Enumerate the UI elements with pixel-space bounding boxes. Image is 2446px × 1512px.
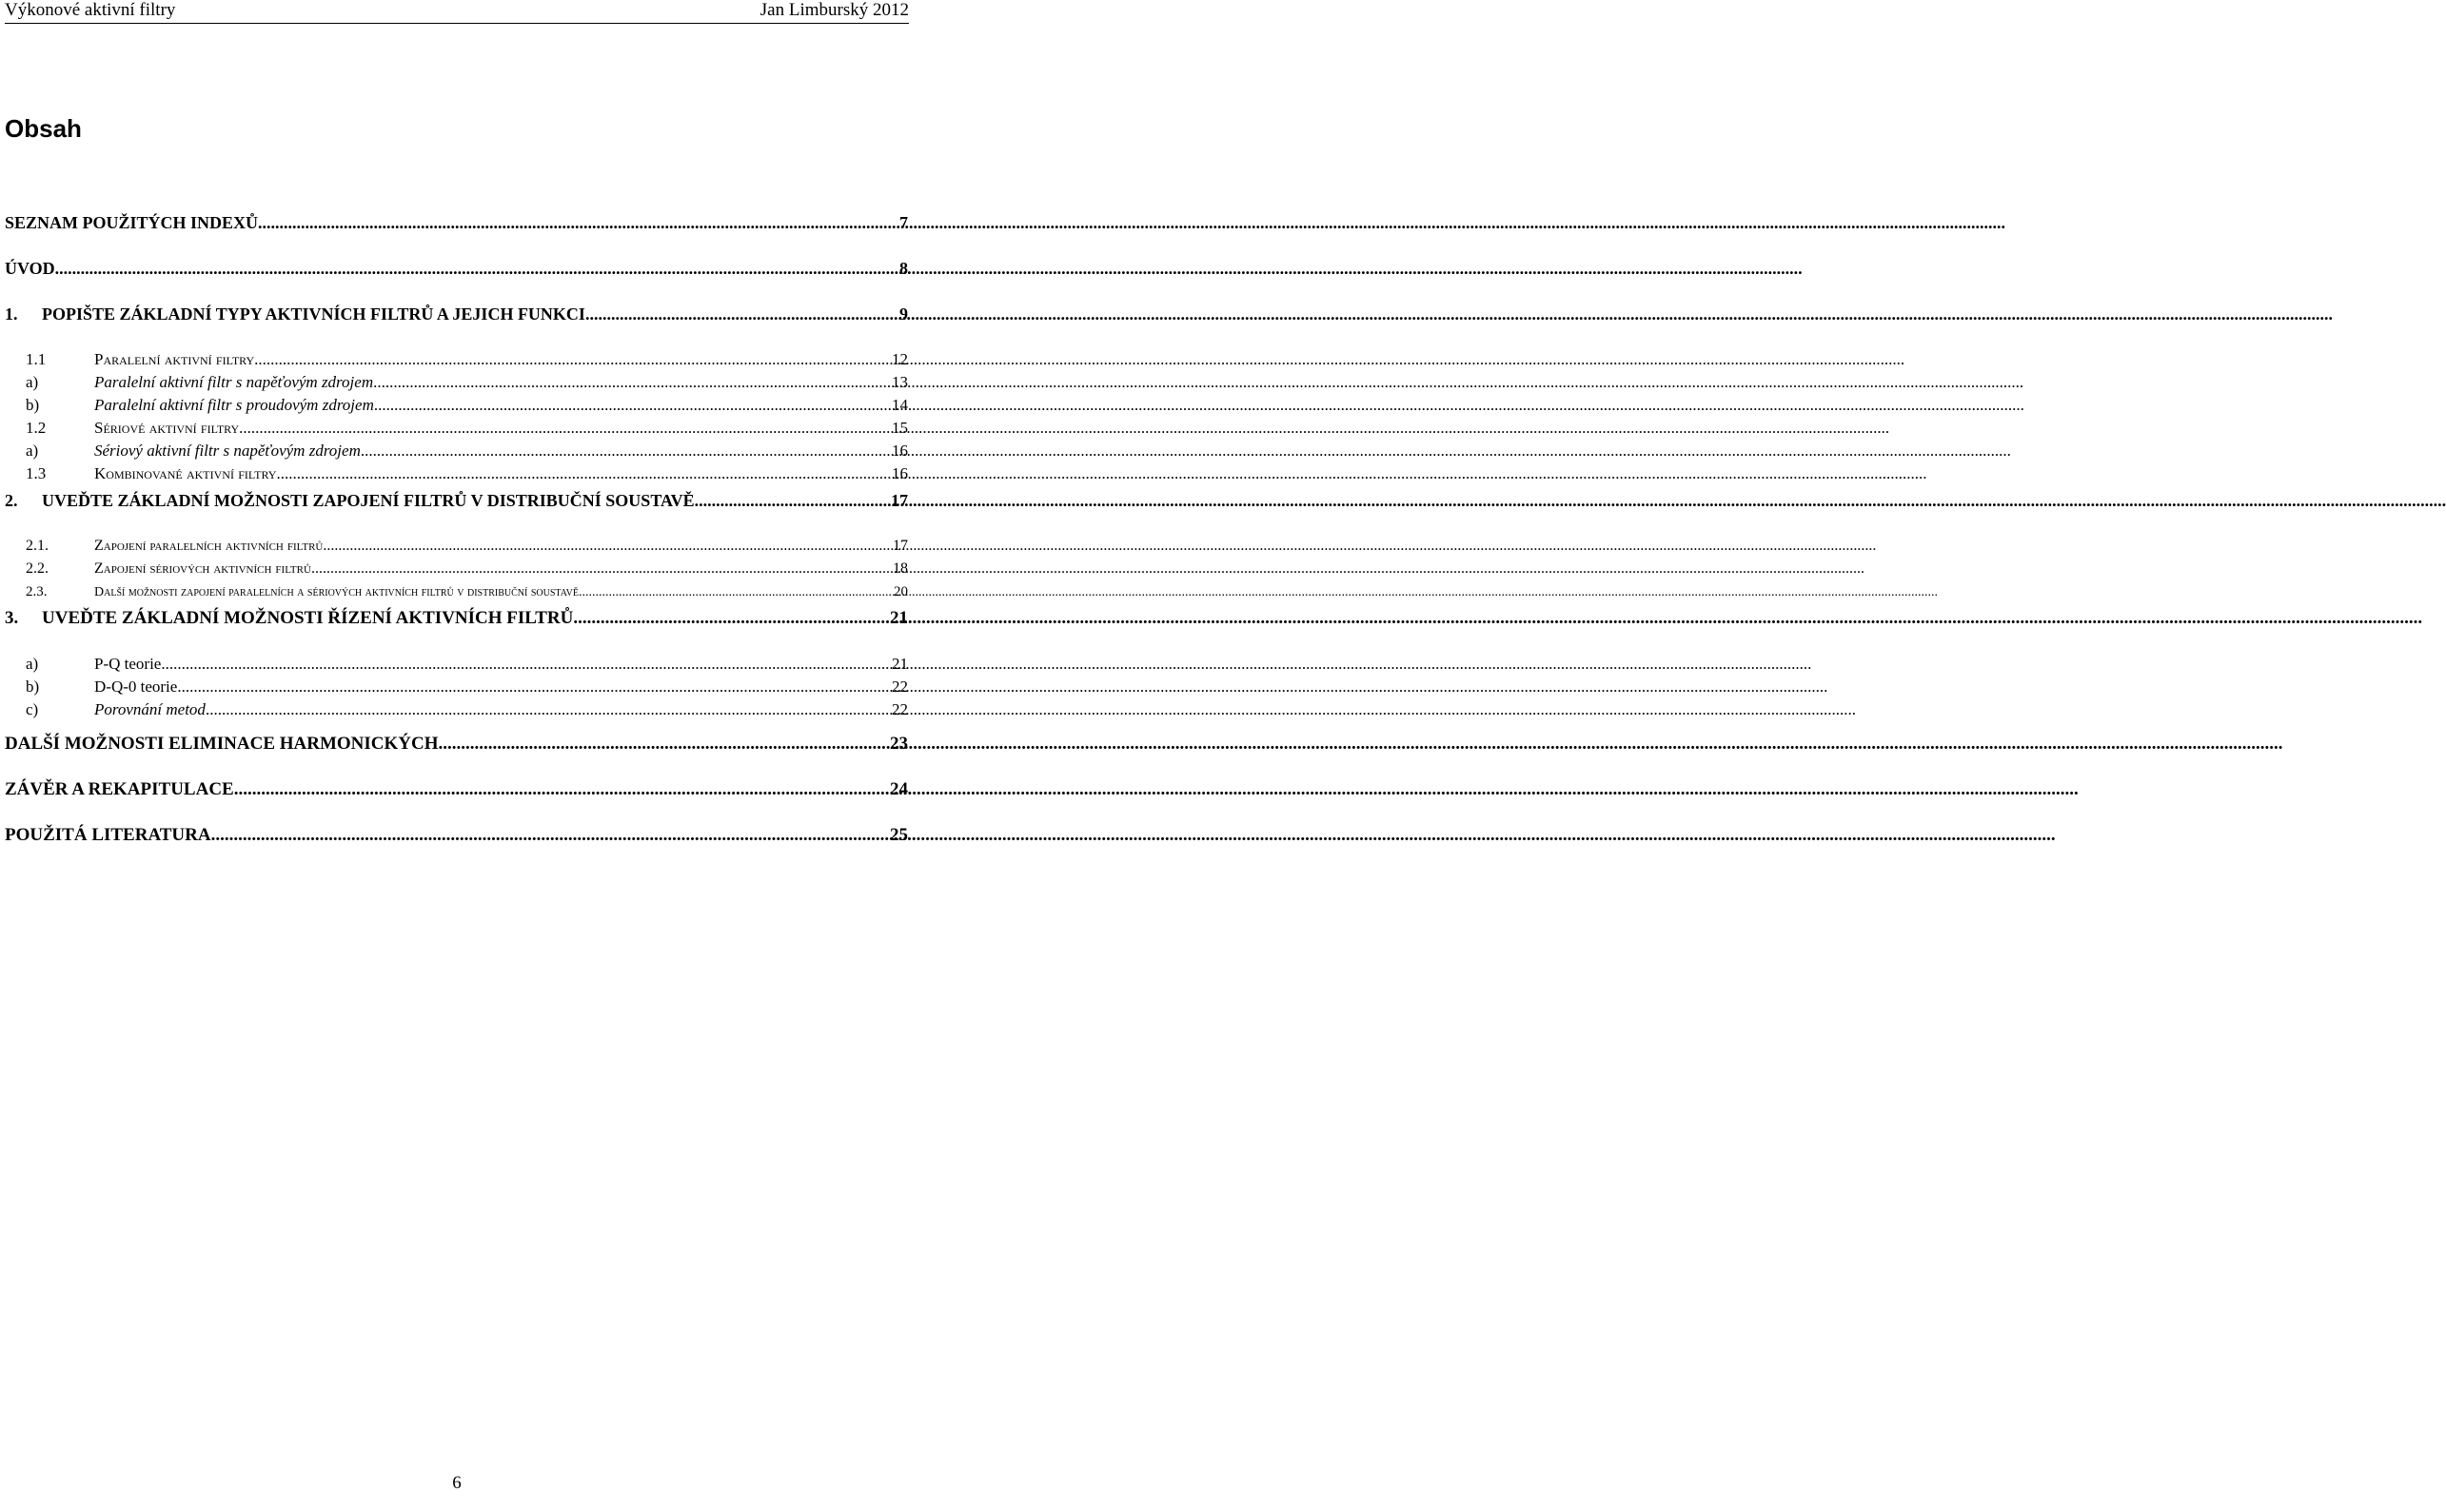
toc-entry-page: 25 <box>890 825 908 845</box>
page-title: Obsah <box>5 114 82 143</box>
toc-entry[interactable] <box>5 394 908 417</box>
toc-entry-text: Sériový aktivní filtr s napěťovým zdrojem <box>94 442 361 460</box>
toc-leader-dots <box>361 440 892 462</box>
toc-entry-number: 1.3 <box>26 464 47 482</box>
toc-leader-dots <box>439 733 890 756</box>
toc-entry[interactable] <box>5 607 908 630</box>
toc-entry[interactable] <box>5 303 908 325</box>
toc-leader-dots <box>206 698 892 721</box>
toc-entry-page: 16 <box>892 442 908 460</box>
toc-leader-dots <box>254 348 892 371</box>
toc-entry-number: 2.3. <box>26 584 48 599</box>
toc-leader-dots <box>374 394 892 417</box>
header-document-title: Výkonové aktivní filtry <box>5 0 176 20</box>
toc-entry-page: 17 <box>891 491 908 510</box>
toc-entry-number: b) <box>26 677 40 696</box>
page-number: 6 <box>452 1473 462 1493</box>
toc-entry-text: UVEĎTE ZÁKLADNÍ MOŽNOSTI ZAPOJENÍ FILTRŮ V DISTRIBUČNÍ SOUSTAVĚ. <box>42 491 700 510</box>
toc-entry-text: Zapojení sériových aktivních filtrů <box>94 560 311 577</box>
toc-entry-number: 2.2. <box>26 560 49 577</box>
toc-entry-page: 20 <box>894 584 908 599</box>
toc-entry-page: 14 <box>892 396 908 414</box>
toc-entry-page: 12 <box>892 350 908 368</box>
toc-entry-page: 13 <box>892 373 908 391</box>
toc-leader-dots <box>311 558 893 580</box>
toc-entry-page: 22 <box>892 700 908 718</box>
toc-entry-text: D-Q-0 teorie <box>94 677 178 696</box>
toc-entry-text: POUŽITÁ LITERATURA <box>5 825 211 845</box>
toc-leader-dots <box>585 303 899 325</box>
toc-leader-dots <box>177 676 892 698</box>
toc-entry-page: 16 <box>892 464 908 482</box>
toc-entry-text: Kombinované aktivní filtry <box>94 464 277 482</box>
toc-entry[interactable] <box>5 580 908 603</box>
toc-entry[interactable] <box>5 698 908 721</box>
toc-entry-text: ZÁVĚR A REKAPITULACE <box>5 779 234 799</box>
toc-entry-text: POPIŠTE ZÁKLADNÍ TYPY AKTIVNÍCH FILTRŮ A JEJICH FUNKCI <box>42 304 585 324</box>
toc-leader-dots <box>323 535 893 558</box>
toc-entry-text: Sériové aktivní filtry <box>94 419 240 437</box>
toc-entry[interactable] <box>5 733 908 756</box>
toc-entry-page: 17 <box>893 538 908 554</box>
toc-entry[interactable] <box>5 558 908 580</box>
toc-entry-page: 9 <box>899 304 908 324</box>
toc-entry-number: a) <box>26 655 39 673</box>
toc-entry[interactable] <box>5 417 908 440</box>
toc-leader-dots <box>161 653 892 676</box>
toc-entry-number: 2.1. <box>26 538 49 554</box>
toc-leader-dots <box>578 607 890 630</box>
toc-entry-number: a) <box>26 373 39 391</box>
toc-leader-dots <box>234 778 890 801</box>
toc-entry-page: 21 <box>892 655 908 673</box>
toc-entry-text: SEZNAM POUŽITÝCH INDEXŮ <box>5 213 259 232</box>
toc-entry[interactable] <box>5 535 908 558</box>
toc-entry-text: DALŠÍ MOŽNOSTI ELIMINACE HARMONICKÝCH <box>5 734 439 754</box>
toc-leader-dots <box>258 211 899 234</box>
toc-entry-text: Paralelní aktivní filtr s napěťovým zdrojem <box>94 373 374 391</box>
toc-entry-number: b) <box>26 396 40 414</box>
toc-entry-number: 3. <box>5 608 19 628</box>
toc-entry-text: Porovnání metod <box>94 700 206 718</box>
toc-leader-dots <box>211 824 890 847</box>
toc-entry-number: 1.1 <box>26 350 47 368</box>
toc-entry-page: 24 <box>890 779 908 799</box>
toc-leader-dots <box>55 257 899 280</box>
toc-entry-text: Paralelní aktivní filtry <box>94 350 255 368</box>
toc-entry-text: P-Q teorie <box>94 655 162 673</box>
toc-entry-number: 1.2 <box>26 419 47 437</box>
toc-entry-number: a) <box>26 442 39 460</box>
toc-entry-text: Paralelní aktivní filtr s proudovým zdrojem <box>94 396 374 414</box>
toc-entry[interactable] <box>5 371 908 394</box>
toc-leader-dots <box>276 462 892 485</box>
toc-entry-page: 22 <box>892 677 908 696</box>
toc-entry-page: 8 <box>899 259 908 278</box>
table-of-contents <box>0 0 914 1512</box>
toc-entry[interactable] <box>5 824 908 847</box>
toc-entry-number: 2. <box>5 491 18 510</box>
toc-entry-text: UVEĎTE ZÁKLADNÍ MOŽNOSTI ŘÍZENÍ AKTIVNÍCH FILTRŮ. <box>42 608 579 628</box>
toc-entry-text: Další možnosti zapojení paralelních a sériových aktivních filtrů v distribuční soustavě <box>94 585 579 599</box>
toc-entry[interactable] <box>5 462 908 485</box>
toc-entry[interactable] <box>5 676 908 698</box>
toc-entry-page: 7 <box>899 213 908 232</box>
header-author-year: Jan Limburský 2012 <box>759 0 909 20</box>
toc-entry-page: 21 <box>890 608 908 628</box>
toc-entry[interactable] <box>5 653 908 676</box>
toc-entry-number: c) <box>26 700 39 718</box>
toc-leader-dots <box>699 489 891 512</box>
toc-entry[interactable] <box>5 348 908 371</box>
toc-entry-text: Zapojení paralelních aktivních filtrů <box>94 538 324 554</box>
toc-entry-page: 15 <box>892 419 908 437</box>
toc-entry-page: 18 <box>893 560 908 577</box>
toc-entry[interactable] <box>5 489 908 512</box>
toc-entry-text: ÚVOD <box>5 259 55 278</box>
toc-entry[interactable] <box>5 211 908 234</box>
toc-leader-dots <box>579 581 894 604</box>
toc-entry-page: 23 <box>890 734 908 754</box>
toc-leader-dots <box>373 371 892 394</box>
toc-entry[interactable] <box>5 778 908 801</box>
toc-entry[interactable] <box>5 257 908 280</box>
toc-entry-number: 1. <box>5 304 18 324</box>
toc-leader-dots <box>239 417 892 440</box>
toc-entry[interactable] <box>5 440 908 462</box>
